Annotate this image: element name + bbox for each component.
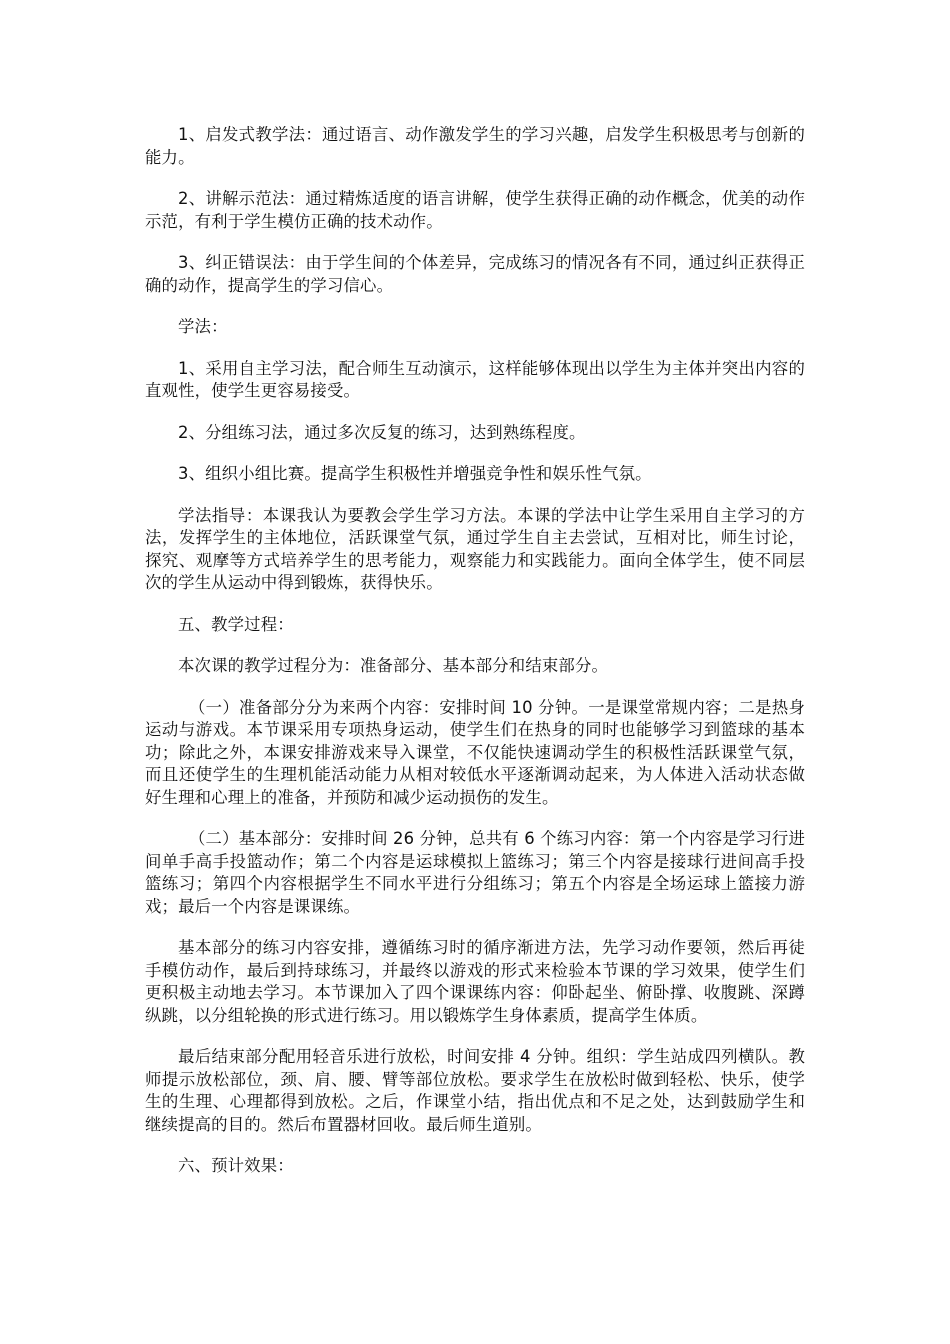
paragraph-study-1: 1、采用自主学习法，配合师生互动演示，这样能够体现出以学生为主体并突出内容的直观性，使学生更容易接受。 bbox=[145, 358, 805, 400]
paragraph-ending-part: 最后结束部分配用轻音乐进行放松，时间安排 4 分钟。组织：学生站成四列横队。教师提示放松部位，颈、肩、腰、臂等部位放松。要求学生在放松时做到轻松、快乐，使学生的生理、心理都得到放松。之后，作课堂小结，指出优点和不足之处，达到鼓励学生和继续提高的目的。然后布置器材回收。最后师生道别。 bbox=[145, 1047, 805, 1134]
paragraph-method-2: 2、讲解示范法：通过精炼适度的语言讲解，使学生获得正确的动作概念，优美的动作示范，有利于学生模仿正确的技术动作。 bbox=[145, 189, 805, 231]
document-page bbox=[145, 124, 805, 1197]
paragraph-study-3: 3、组织小组比赛。提高学生积极性并增强竞争性和娱乐性气氛。 bbox=[178, 464, 652, 483]
paragraph-study-guidance: 学法指导：本课我认为要教会学生学习方法。本课的学法中让学生采用自主学习的方法，发挥学生的主体地位，活跃课堂气氛，通过学生自主去尝试，互相对比，师生讨论，探究、观摩等方式培养学生的思考能力，观察能力和实践能力。面向全体学生，使不同层次的学生从运动中得到锻炼，获得快乐。 bbox=[145, 505, 805, 592]
paragraph-method-3: 3、纠正错误法：由于学生间的个体差异，完成练习的情况各有不同，通过纠正获得正确的动作，提高学生的学习信心。 bbox=[145, 253, 805, 295]
heading-study-method: 学法： bbox=[178, 317, 228, 336]
heading-expected-effect: 六、预计效果： bbox=[178, 1156, 294, 1175]
paragraph-process-overview: 本次课的教学过程分为：准备部分、基本部分和结束部分。 bbox=[178, 656, 609, 675]
paragraph-preparation-part: （一）准备部分分为来两个内容：安排时间 10 分钟。一是课堂常规内容；二是热身运动与游戏。本节课采用专项热身运动，使学生们在热身的同时也能够学习到篮球的基本功；除此之外，本课安排游戏来导入课堂，不仅能快速调动学生的积极性活跃课堂气氛，而且还使学生的生理机能活动能力从相对较低水平逐渐调动起来，为人体进入活动状态做好生理和心理上的准备，并预防和减少运动损伤的发生。 bbox=[145, 697, 805, 807]
heading-teaching-process: 五、教学过程： bbox=[178, 614, 294, 634]
paragraph-basic-arrangement: 基本部分的练习内容安排，遵循练习时的循序渐进方法，先学习动作要领，然后再徒手模仿动作，最后到持球练习，并最终以游戏的形式来检验本节课的学习效果，使学生们更积极主动地去学习。本节课加入了四个课课练内容：仰卧起坐、俯卧撑、收腹跳、深蹲纵跳，以分组轮换的形式进行练习。用以锻炼学生身体素质，提高学生体质。 bbox=[145, 938, 805, 1025]
paragraph-study-2: 2、分组练习法，通过多次反复的练习，达到熟练程度。 bbox=[178, 422, 586, 442]
paragraph-method-1: 1、启发式教学法：通过语言、动作激发学生的学习兴趣，启发学生积极思考与创新的能力。 bbox=[145, 125, 805, 167]
paragraph-basic-part: （二）基本部分：安排时间 26 分钟，总共有 6 个练习内容：第一个内容是学习行进间单手高手投篮动作；第二个内容是运球模拟上篮练习；第三个内容是接球行进间高手投篮练习；第四个内容根据学生不同水平进行分组练习；第五个内容是全场运球上篮接力游戏；最后一个内容是课课练。 bbox=[145, 829, 805, 916]
